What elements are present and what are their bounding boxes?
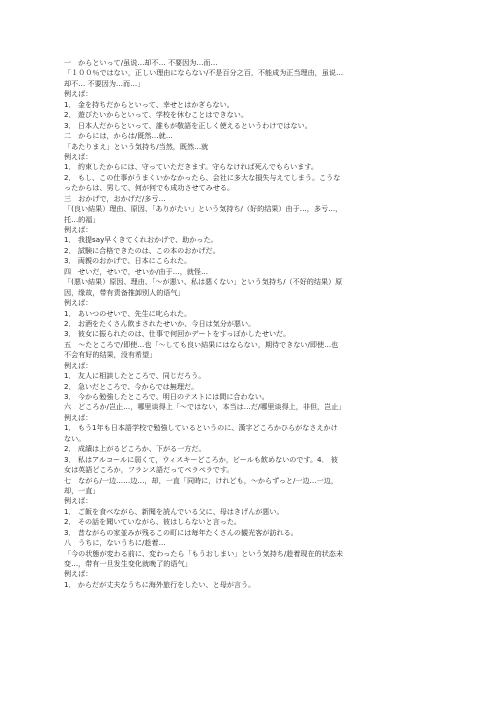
text-line: 3． 日本人だからといって、誰もが敬語を正しく使えるというわけではない。 — [64, 120, 312, 130]
text-line: 例えば： — [64, 412, 93, 422]
text-line: 1． もう1年も日本語学校で勉強しているというのに、漢字どころかひらがなさえかけ — [64, 423, 338, 433]
text-line: 「今の状態が変わる前に、変わったら「もうおしまい」という気持ち/趁着现在的状态未 — [64, 548, 343, 558]
text-line: 女は英語どころか，フランス語だってペラペラです。 — [64, 465, 234, 475]
text-line: 例えば： — [64, 360, 93, 370]
text-line: 3． 今から勉強したところで、明日のテストには間に合わない。 — [64, 392, 269, 401]
text-line: 「(良い結果）理由、原因、「ありがたい」という気持ち/（好的结果）由于…，多亏…， — [64, 204, 343, 214]
text-line: 八 うちに，ないうちに/趁着… — [64, 538, 166, 548]
text-line: 六 どころか/岂止…，哪里谈得上「～ではない，本当は…だ/哪里谈得上，非但，岂止」 — [64, 402, 346, 412]
text-line: 2． その話を聞いていながら、彼はしらないと言った。 — [64, 517, 242, 527]
text-line: 3． 私はアルコールに弱くて，ウィスキーどころか，ビールも飲めないのです。4． 彼 — [64, 454, 339, 464]
text-line: 四 せいだ，せいで，せいか/由于…，就怪… — [64, 266, 209, 276]
text-line: 「(悪い結果）原因、理由、「～が悪い、私は悪くない」という気持ち/（不好的结果）原 — [64, 277, 343, 287]
text-line: ない。 — [64, 433, 86, 443]
text-line: 1． 友人に相談したところで、同じだろう。 — [64, 371, 206, 381]
text-line: 3． 昔ながらの家並みが残るこの町には毎年たくさんの観光客が訪れる。 — [64, 527, 298, 537]
text-line: 七 ながら/一边……边…，却，一直「同時に，けれども，～からずっと/一边…一边， — [64, 475, 338, 485]
text-line: ったからは、男して、何が何でも成功させてみせる。 — [64, 183, 235, 193]
text-line: 三 おかげで，おかげだ/多亏… — [64, 193, 166, 203]
document-body — [64, 58, 436, 590]
text-line: 五 ～たところで/即使…也「～しても良い結果にはならない，期待できない/即使…也 — [64, 339, 339, 349]
text-line: 2． 試験に合格できたのは、この本のおかげだ。 — [64, 245, 220, 255]
text-line: 1． ご飯を食べながら、新聞を読んでいる父に、母はきげんが悪い。 — [64, 506, 284, 516]
text-line: 「１００％ではない，正しい理由にならない/不是百分之百，不能成为正当理由，虽说… — [64, 68, 344, 78]
text-line: 变…，带有一旦发生变化就晚了的语气」 — [64, 559, 192, 568]
text-line: 例えば： — [64, 151, 93, 161]
text-line: 1． 我提say早くきてくれおかげで、助かった。 — [64, 235, 218, 245]
text-line: 因，缘故，带有责备推卸别人的语气」 — [64, 287, 185, 297]
text-line: 一 からといって/虽说…却不… 不要因为…而… — [64, 58, 218, 67]
text-line: 2． 遊びたいからといって、学校を休むことはできない。 — [64, 110, 248, 120]
text-line: 却不… 不要因为…而…」 — [64, 78, 145, 88]
text-line: 却，一直」 — [64, 485, 100, 495]
text-line: 3． 両親のおかげで、日本にこられた。 — [64, 256, 192, 266]
text-line: 例えば： — [64, 225, 93, 234]
text-line: 2． 成績は上がるどころか、下がる一方だ。 — [64, 444, 206, 454]
text-line: 3． 彼女に振られたのは、仕事で何回かデートをすっぽかしたせいだ。 — [64, 329, 291, 339]
text-line: 1． 約束したからには、守っていただきます。守らなければ死んでもらいます。 — [64, 162, 318, 172]
text-line: 2． もし、この仕事がうまくいかなかったら、会社に多大な損失与えてしまう。こうな — [64, 172, 341, 182]
text-line: 1． からだが丈夫なうちに海外旅行をしたい、と母が言う。 — [64, 579, 256, 589]
text-line: 不会有好的结果，没有希望」 — [64, 350, 157, 360]
text-line: 例えば： — [64, 569, 93, 579]
text-line: 二 からには，からは/既然…就… — [64, 131, 173, 141]
text-line: 2． お酒をたくさん飲まされたせいか、今日は気分が悪い。 — [64, 318, 256, 328]
text-line: 托…的福」 — [64, 214, 100, 224]
text-line: 1． 金を持ちだからといって、幸せとはかぎらない。 — [64, 99, 234, 109]
text-line: 2． 急いだところで、今からでは無理だ。 — [64, 381, 199, 391]
text-line: 例えば： — [64, 298, 93, 308]
text-line: 例えば： — [64, 89, 93, 99]
text-line: 例えば： — [64, 496, 93, 506]
text-line: 「あたりまえ」という気持ち/当然，既然…就 — [64, 141, 209, 151]
text-line: 1． あいつのせいで、先生に叱られた。 — [64, 308, 192, 318]
